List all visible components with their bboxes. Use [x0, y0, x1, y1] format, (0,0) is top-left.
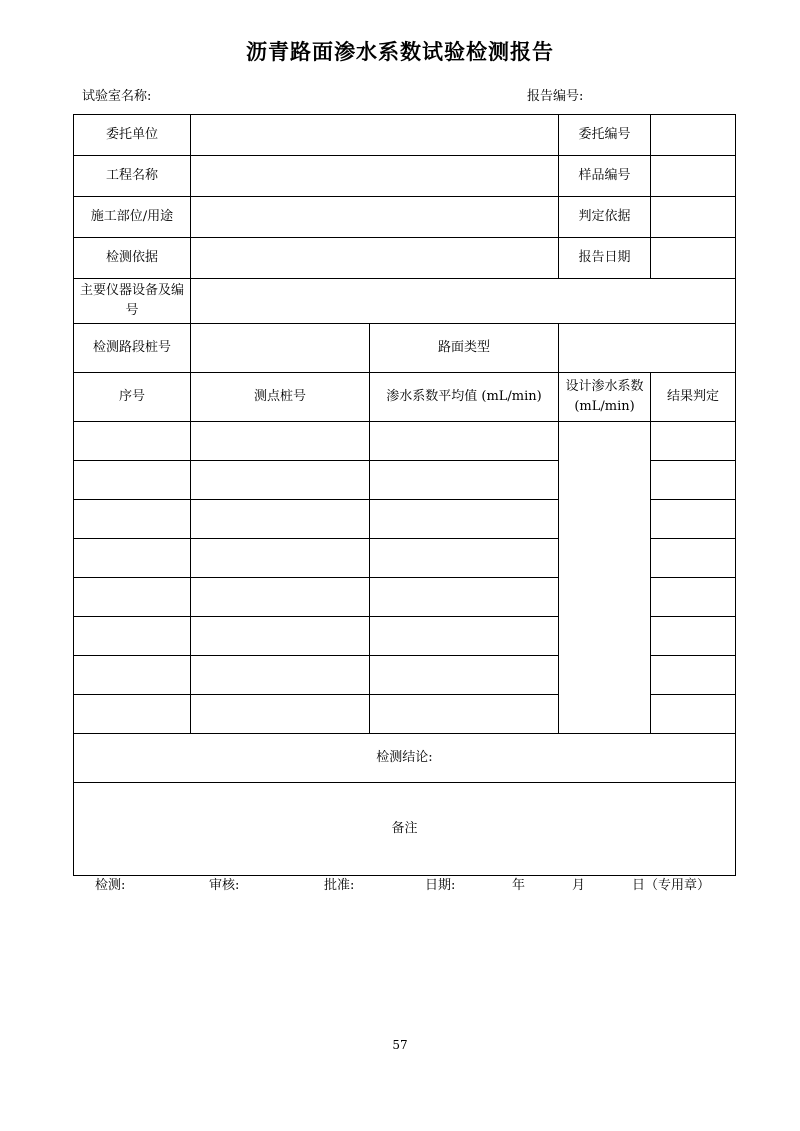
client-unit-label: 委托单位 — [74, 115, 191, 156]
year-label: 年 — [512, 878, 526, 893]
equipment-row — [74, 279, 736, 324]
result-cell[interactable] — [651, 461, 736, 500]
result-cell[interactable] — [651, 695, 736, 734]
result-cell[interactable] — [651, 500, 736, 539]
seq-cell[interactable] — [74, 617, 191, 656]
station-cell[interactable] — [191, 656, 370, 695]
result-cell[interactable] — [651, 656, 736, 695]
sample-number-label: 样品编号 — [559, 156, 651, 197]
tester-signature-label: 检测: — [95, 878, 126, 893]
data-row — [74, 422, 736, 461]
station-cell[interactable] — [191, 578, 370, 617]
station-cell[interactable] — [191, 500, 370, 539]
result-header: 结果判定 — [651, 373, 736, 422]
equipment-label: 主要仪器设备及编号 — [74, 279, 191, 324]
station-cell[interactable] — [191, 461, 370, 500]
design-permeability-cell[interactable] — [559, 422, 651, 734]
report-date-field[interactable] — [651, 238, 736, 279]
conclusion-row — [74, 734, 736, 783]
day-seal-label: 日（专用章） — [632, 878, 711, 893]
commission-number-label: 委托编号 — [559, 115, 651, 156]
result-cell[interactable] — [651, 539, 736, 578]
seq-cell[interactable] — [74, 578, 191, 617]
info-row — [74, 197, 736, 238]
result-cell[interactable] — [651, 617, 736, 656]
avg-permeability-header: 渗水系数平均值 (mL/min) — [370, 373, 559, 422]
section-station-field[interactable] — [191, 324, 370, 373]
avg-cell[interactable] — [370, 578, 559, 617]
info-row — [74, 115, 736, 156]
station-header: 测点桩号 — [191, 373, 370, 422]
avg-cell[interactable] — [370, 500, 559, 539]
lab-name-label: 试验室名称: — [82, 89, 152, 104]
section-station-label: 检测路段桩号 — [74, 324, 191, 373]
result-cell[interactable] — [651, 578, 736, 617]
seq-cell[interactable] — [74, 695, 191, 734]
seq-cell[interactable] — [74, 422, 191, 461]
report-date-label: 报告日期 — [559, 238, 651, 279]
info-row — [74, 156, 736, 197]
remarks-label[interactable]: 备注 — [74, 783, 736, 876]
section-row — [74, 324, 736, 373]
reviewer-signature-label: 审核: — [209, 878, 240, 893]
project-name-label: 工程名称 — [74, 156, 191, 197]
pavement-type-label: 路面类型 — [370, 324, 559, 373]
result-cell[interactable] — [651, 422, 736, 461]
judgement-basis-field[interactable] — [651, 197, 736, 238]
commission-number-field[interactable] — [651, 115, 736, 156]
avg-cell[interactable] — [370, 461, 559, 500]
avg-cell[interactable] — [370, 539, 559, 578]
page-number: 57 — [392, 1038, 408, 1052]
design-permeability-header: 设计渗水系数 (mL/min) — [559, 373, 651, 422]
construction-part-field[interactable] — [191, 197, 559, 238]
avg-cell[interactable] — [370, 695, 559, 734]
construction-part-label: 施工部位/用途 — [74, 197, 191, 238]
test-basis-field[interactable] — [191, 238, 559, 279]
seq-cell[interactable] — [74, 656, 191, 695]
month-label: 月 — [572, 878, 586, 893]
sample-number-field[interactable] — [651, 156, 736, 197]
judgement-basis-label: 判定依据 — [559, 197, 651, 238]
project-name-field[interactable] — [191, 156, 559, 197]
seq-cell[interactable] — [74, 539, 191, 578]
report-number-label: 报告编号: — [527, 89, 584, 104]
seq-cell[interactable] — [74, 500, 191, 539]
test-basis-label: 检测依据 — [74, 238, 191, 279]
station-cell[interactable] — [191, 695, 370, 734]
remarks-row — [74, 783, 736, 876]
seq-cell[interactable] — [74, 461, 191, 500]
page-title: 沥青路面渗水系数试验检测报告 — [246, 40, 554, 64]
approver-signature-label: 批准: — [324, 878, 355, 893]
report-form-table — [73, 114, 736, 876]
date-label: 日期: — [425, 878, 456, 893]
pavement-type-field[interactable] — [559, 324, 736, 373]
station-cell[interactable] — [191, 422, 370, 461]
seq-header: 序号 — [74, 373, 191, 422]
equipment-field[interactable] — [191, 279, 736, 324]
station-cell[interactable] — [191, 539, 370, 578]
client-unit-field[interactable] — [191, 115, 559, 156]
avg-cell[interactable] — [370, 422, 559, 461]
avg-cell[interactable] — [370, 656, 559, 695]
avg-cell[interactable] — [370, 617, 559, 656]
conclusion-label[interactable]: 检测结论: — [74, 734, 736, 783]
station-cell[interactable] — [191, 617, 370, 656]
column-header-row — [74, 373, 736, 422]
info-row — [74, 238, 736, 279]
